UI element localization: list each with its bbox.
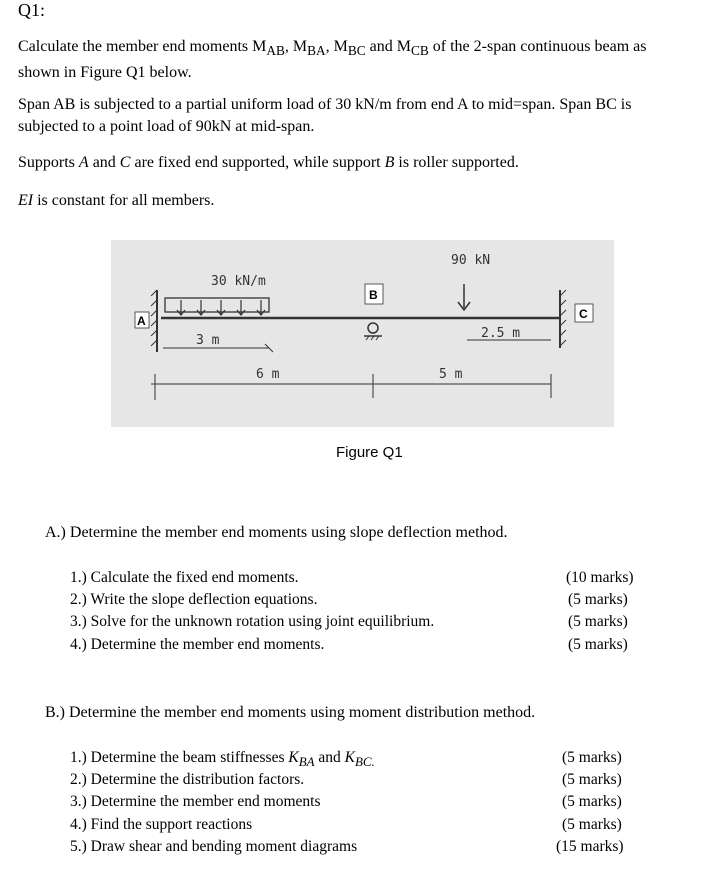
udl-label: 30 kN/m <box>211 274 266 289</box>
roller-support-b-icon <box>364 323 382 340</box>
half-span-bc-label: 2.5 m <box>481 326 521 341</box>
part-a-task-4: 4.) Determine the member end moments. <box>70 636 325 653</box>
part-b-task-3: 3.) Determine the member end moments <box>70 793 321 810</box>
part-b-task-4: 4.) Find the support reactions <box>70 816 253 833</box>
part-a-marks-1: (10 marks) <box>566 569 634 586</box>
part-a-marks-4: (5 marks) <box>568 636 628 653</box>
load-length-label: 3 m <box>196 333 220 348</box>
part-a-marks-2: (5 marks) <box>568 591 628 608</box>
part-a-heading: A.) Determine the member end moments using slope deflection method. <box>45 524 508 541</box>
question-title: Q1: <box>18 0 45 20</box>
span-bc-length-label: 5 m <box>439 367 463 382</box>
label-b: B <box>369 288 378 302</box>
point-load-label: 90 kN <box>451 253 491 268</box>
question-intro: Calculate the member end moments $M_{AB}$, $M_{BA}$, $M_{BC}$ and $M_{CB}$ of the 2-span continuous beam as shown in Figure Q1 below. <box>18 38 647 82</box>
part-b-task-5: 5.) Draw shear and bending moment diagrams <box>70 838 358 855</box>
point-load-arrow-icon <box>458 284 470 310</box>
fixed-support-a-icon <box>151 290 157 352</box>
support-description: Supports A and C are fixed end supported, while support B is roller supported. <box>18 154 519 171</box>
part-b-marks-3: (5 marks) <box>562 793 622 810</box>
part-b-marks-2: (5 marks) <box>562 771 622 788</box>
part-b-task-2: 2.) Determine the distribution factors. <box>70 771 305 788</box>
figure-caption: Figure Q1 <box>336 444 403 461</box>
part-b-heading: B.) Determine the member end moments using moment distribution method. <box>45 704 536 721</box>
part-a-task-1: 1.) Calculate the fixed end moments. <box>70 569 299 586</box>
part-b-marks-5: (15 marks) <box>556 838 624 855</box>
part-b-marks-4: (5 marks) <box>562 816 622 833</box>
part-b-task-1: 1.) Determine the beam stiffnesses $K_{BA}$ and $K_{BC.}$ <box>70 749 375 770</box>
part-a-marks-3: (5 marks) <box>568 613 628 630</box>
span-description: Span AB is subjected to a partial uniform load of 30 kN/m from end A to mid=span. Span BC is subjected to a point load of 90kN at mid-span. <box>18 96 632 135</box>
span-ab-length-label: 6 m <box>256 367 280 382</box>
beam-figure <box>111 240 614 427</box>
udl-load-icon <box>165 298 269 315</box>
fixed-support-c-icon <box>560 290 566 348</box>
part-a-task-3: 3.) Solve for the unknown rotation using joint equilibrium. <box>70 613 435 630</box>
dimension-lines <box>151 340 551 400</box>
part-a-task-2: 2.) Write the slope deflection equations. <box>70 591 318 608</box>
label-c: C <box>579 307 588 321</box>
part-b-marks-1: (5 marks) <box>562 749 622 766</box>
beam-diagram <box>111 240 614 427</box>
ei-statement: EI is constant for all members. <box>18 192 215 209</box>
label-a: A <box>137 314 146 328</box>
